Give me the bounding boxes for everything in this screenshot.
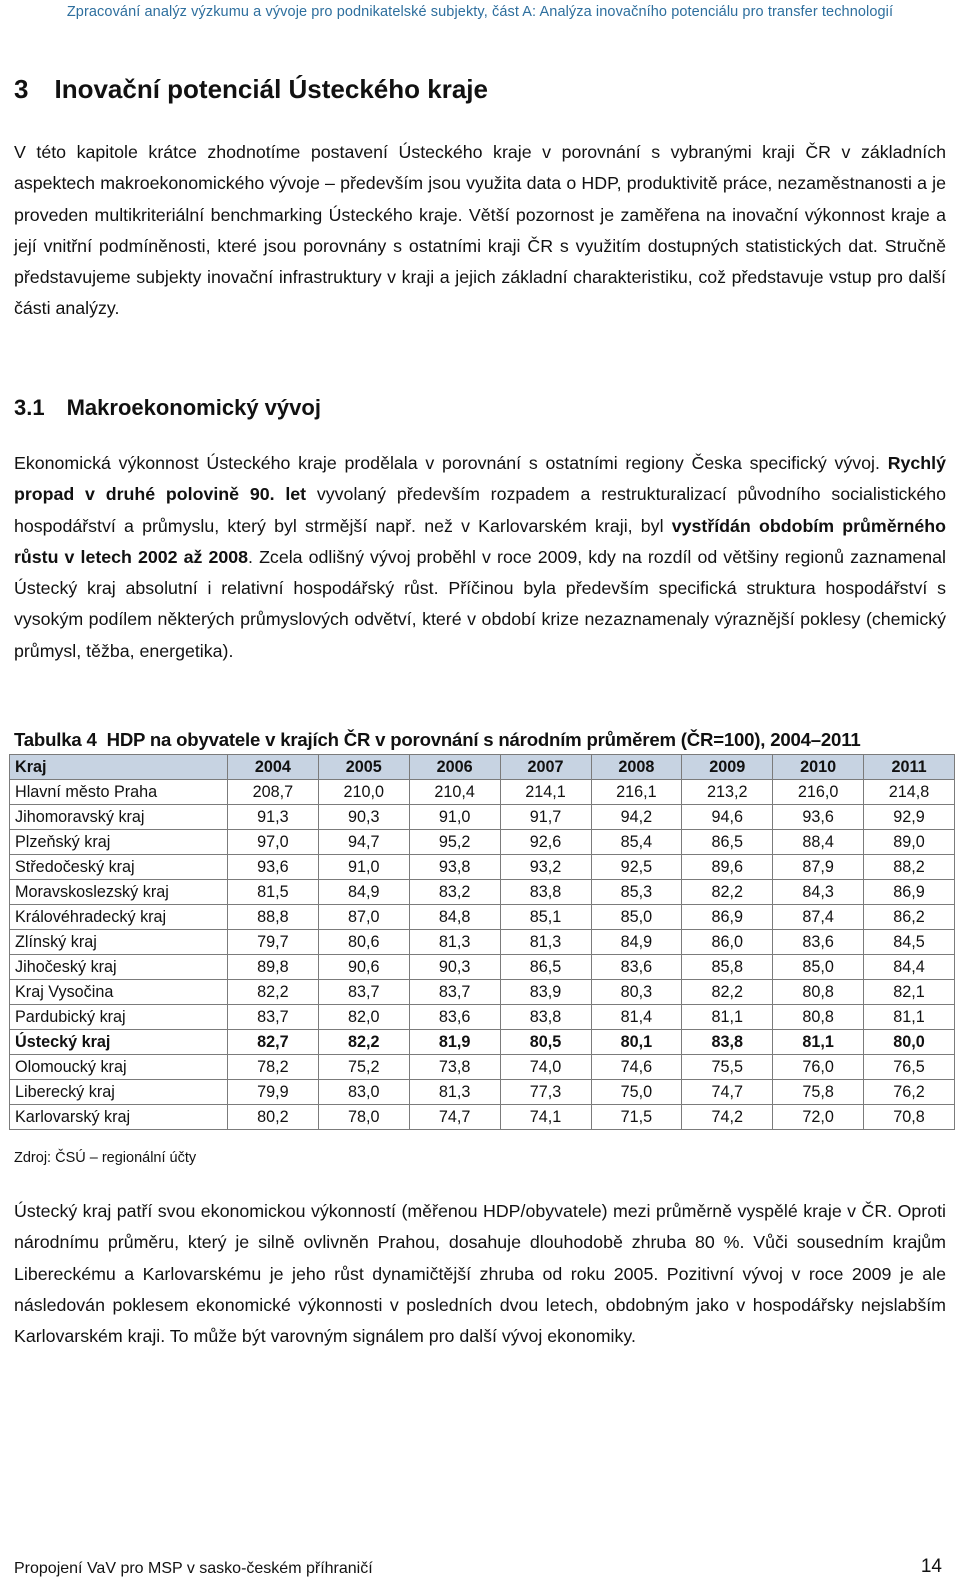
table-row: [10, 1005, 955, 1030]
value-cell: 86,5: [500, 955, 591, 980]
value-cell: 93,6: [773, 805, 864, 830]
value-cell: 74,7: [682, 1080, 773, 1105]
section-number: 3.1: [14, 395, 45, 420]
value-cell: 75,0: [591, 1080, 682, 1105]
table-header-row: [10, 755, 955, 780]
value-cell: 84,3: [773, 880, 864, 905]
value-cell: 85,4: [591, 830, 682, 855]
macro-paragraph: [14, 448, 946, 667]
value-cell: 71,5: [591, 1105, 682, 1130]
value-cell: 75,2: [318, 1055, 409, 1080]
macro-text-1: Ekonomická výkonnost Ústeckého kraje prodělala v porovnání s ostatními regiony Česka specifický vývoj.: [14, 453, 888, 473]
value-cell: 83,6: [591, 955, 682, 980]
value-cell: 91,7: [500, 805, 591, 830]
value-cell: 82,2: [228, 980, 319, 1005]
table-row: [10, 1030, 955, 1055]
table-row: [10, 780, 955, 805]
region-name-cell: Středočeský kraj: [10, 855, 228, 880]
macro-text-2: vyvolaný především rozpadem a restrukturalizací původního socialistického hospodářství a průmyslu, který byl strmější např. než v Karlovarském kraji, byl: [14, 484, 947, 536]
header-year: 2005: [318, 755, 409, 780]
value-cell: 80,6: [318, 930, 409, 955]
value-cell: 88,4: [773, 830, 864, 855]
table-row: [10, 905, 955, 930]
value-cell: 97,0: [228, 830, 319, 855]
value-cell: 80,3: [591, 980, 682, 1005]
section-title: Makroekonomický vývoj: [66, 395, 321, 420]
table-caption-label: Tabulka 4: [14, 729, 97, 750]
value-cell: 74,2: [682, 1105, 773, 1130]
value-cell: 89,8: [228, 955, 319, 980]
value-cell: 93,8: [409, 855, 500, 880]
header-year: 2008: [591, 755, 682, 780]
value-cell: 95,2: [409, 830, 500, 855]
header-year: 2011: [864, 755, 955, 780]
chapter-title: Inovační potenciál Ústeckého kraje: [54, 74, 488, 104]
value-cell: 74,6: [591, 1055, 682, 1080]
value-cell: 83,9: [500, 980, 591, 1005]
value-cell: 75,8: [773, 1080, 864, 1105]
value-cell: 91,0: [318, 855, 409, 880]
value-cell: 81,1: [864, 1005, 955, 1030]
value-cell: 80,2: [228, 1105, 319, 1130]
value-cell: 88,8: [228, 905, 319, 930]
region-name-cell: Kraj Vysočina: [10, 980, 228, 1005]
value-cell: 85,0: [591, 905, 682, 930]
value-cell: 83,6: [409, 1005, 500, 1030]
header-year: 2006: [409, 755, 500, 780]
value-cell: 72,0: [773, 1105, 864, 1130]
value-cell: 85,0: [773, 955, 864, 980]
value-cell: 81,3: [500, 930, 591, 955]
value-cell: 86,9: [682, 905, 773, 930]
value-cell: 77,3: [500, 1080, 591, 1105]
table-row: [10, 1105, 955, 1130]
value-cell: 81,3: [409, 1080, 500, 1105]
value-cell: 80,8: [773, 980, 864, 1005]
value-cell: 216,0: [773, 780, 864, 805]
value-cell: 82,7: [228, 1030, 319, 1055]
value-cell: 84,9: [591, 930, 682, 955]
value-cell: 82,0: [318, 1005, 409, 1030]
section-heading: [14, 395, 321, 421]
region-name-cell: Karlovarský kraj: [10, 1105, 228, 1130]
value-cell: 74,7: [409, 1105, 500, 1130]
value-cell: 83,6: [773, 930, 864, 955]
value-cell: 79,7: [228, 930, 319, 955]
region-name-cell: Královéhradecký kraj: [10, 905, 228, 930]
value-cell: 94,6: [682, 805, 773, 830]
value-cell: 92,5: [591, 855, 682, 880]
value-cell: 89,0: [864, 830, 955, 855]
region-name-cell: Jihočeský kraj: [10, 955, 228, 980]
value-cell: 86,0: [682, 930, 773, 955]
value-cell: 86,5: [682, 830, 773, 855]
value-cell: 94,2: [591, 805, 682, 830]
value-cell: 82,1: [864, 980, 955, 1005]
value-cell: 87,0: [318, 905, 409, 930]
value-cell: 85,8: [682, 955, 773, 980]
value-cell: 86,9: [864, 880, 955, 905]
macro-bold-1: Rychlý propad v druhé polovině 90. let: [14, 453, 946, 505]
value-cell: 82,2: [318, 1030, 409, 1055]
value-cell: 80,1: [591, 1030, 682, 1055]
value-cell: 208,7: [228, 780, 319, 805]
value-cell: 89,6: [682, 855, 773, 880]
value-cell: 81,5: [228, 880, 319, 905]
value-cell: 76,0: [773, 1055, 864, 1080]
value-cell: 74,0: [500, 1055, 591, 1080]
value-cell: 92,6: [500, 830, 591, 855]
value-cell: 210,0: [318, 780, 409, 805]
value-cell: 76,5: [864, 1055, 955, 1080]
value-cell: 83,7: [409, 980, 500, 1005]
value-cell: 76,2: [864, 1080, 955, 1105]
header-region: Kraj: [10, 755, 228, 780]
value-cell: 210,4: [409, 780, 500, 805]
macro-text-3: . Zcela odlišný vývoj proběhl v roce 2009, kdy na rozdíl od většiny regionů zaznamenal Ústecký kraj absolutní i relativní hospodářský růst. Příčinou byla především specifická struktura hospodářství s vysokým podílem některých průmyslových odvětví, které v období krize nezaznamenaly výraznější poklesy (chemický průmysl, těžba, energetika).: [14, 546, 947, 661]
region-name-cell: Pardubický kraj: [10, 1005, 228, 1030]
value-cell: 92,9: [864, 805, 955, 830]
value-cell: 216,1: [591, 780, 682, 805]
value-cell: 88,2: [864, 855, 955, 880]
region-name-cell: Olomoucký kraj: [10, 1055, 228, 1080]
region-name-cell: Liberecký kraj: [10, 1080, 228, 1105]
value-cell: 81,3: [409, 930, 500, 955]
table-row: [10, 1080, 955, 1105]
table-row: [10, 930, 955, 955]
value-cell: 91,0: [409, 805, 500, 830]
chapter-number: 3: [14, 74, 29, 104]
table-row: [10, 855, 955, 880]
value-cell: 81,1: [682, 1005, 773, 1030]
region-name-cell: Plzeňský kraj: [10, 830, 228, 855]
value-cell: 82,2: [682, 880, 773, 905]
value-cell: 83,2: [409, 880, 500, 905]
value-cell: 93,6: [228, 855, 319, 880]
value-cell: 214,1: [500, 780, 591, 805]
value-cell: 75,5: [682, 1055, 773, 1080]
value-cell: 84,9: [318, 880, 409, 905]
value-cell: 70,8: [864, 1105, 955, 1130]
region-name-cell: Moravskoslezský kraj: [10, 880, 228, 905]
value-cell: 74,1: [500, 1105, 591, 1130]
value-cell: 90,6: [318, 955, 409, 980]
value-cell: 84,4: [864, 955, 955, 980]
value-cell: 83,7: [318, 980, 409, 1005]
region-name-cell: Hlavní město Praha: [10, 780, 228, 805]
header-year: 2010: [773, 755, 864, 780]
value-cell: 94,7: [318, 830, 409, 855]
value-cell: 84,8: [409, 905, 500, 930]
macro-bold-2: vystřídán obdobím průměrného růstu v letech 2002 až 2008: [14, 515, 946, 567]
region-name-cell: Ústecký kraj: [10, 1030, 228, 1055]
table-source: Zdroj: ČSÚ – regionální účty: [14, 1150, 197, 1166]
value-cell: 79,9: [228, 1080, 319, 1105]
value-cell: 81,1: [773, 1030, 864, 1055]
table-row: [10, 805, 955, 830]
value-cell: 83,8: [500, 1005, 591, 1030]
table-row: [10, 955, 955, 980]
value-cell: 80,0: [864, 1030, 955, 1055]
page-number: 14: [920, 1556, 942, 1577]
value-cell: 83,7: [228, 1005, 319, 1030]
table-row: [10, 830, 955, 855]
chapter-heading: [14, 74, 488, 105]
value-cell: 81,9: [409, 1030, 500, 1055]
table-caption-text: HDP na obyvatele v krajích ČR v porovnání s národním průměrem (ČR=100), 2004–2011: [106, 729, 861, 750]
value-cell: 81,4: [591, 1005, 682, 1030]
header-year: 2009: [682, 755, 773, 780]
value-cell: 80,5: [500, 1030, 591, 1055]
value-cell: 87,9: [773, 855, 864, 880]
value-cell: 80,8: [773, 1005, 864, 1030]
table-row: [10, 880, 955, 905]
value-cell: 84,5: [864, 930, 955, 955]
intro-paragraph: V této kapitole krátce zhodnotíme postavení Ústeckého kraje v porovnání s vybranými kraji ČR v základních aspektech makroekonomického vývoje – především jsou využita data o HDP, produktivitě práce, nezaměstnanosti a je proveden multikriteriální benchmarking Ústeckého kraje. Větší pozornost je zaměřena na inovační výkonnost kraje a její vnitřní podmíněnosti, které jsou porovnány s ostatními kraji ČR s využitím dostupných statistických dat. Stručně představujeme subjekty inovační infrastruktury v kraji a jejich základní charakteristiku, což představuje vstup pro další části analýzy.: [14, 142, 946, 319]
value-cell: 86,2: [864, 905, 955, 930]
region-name-cell: Jihomoravský kraj: [10, 805, 228, 830]
value-cell: 87,4: [773, 905, 864, 930]
region-name-cell: Zlínský kraj: [10, 930, 228, 955]
value-cell: 90,3: [318, 805, 409, 830]
value-cell: 83,8: [682, 1030, 773, 1055]
header-year: 2004: [228, 755, 319, 780]
value-cell: 78,2: [228, 1055, 319, 1080]
table-body: [10, 780, 955, 1130]
value-cell: 213,2: [682, 780, 773, 805]
value-cell: 83,0: [318, 1080, 409, 1105]
value-cell: 214,8: [864, 780, 955, 805]
value-cell: 83,8: [500, 880, 591, 905]
value-cell: 93,2: [500, 855, 591, 880]
gdp-table: [9, 754, 955, 1130]
table-caption: [14, 729, 860, 751]
value-cell: 91,3: [228, 805, 319, 830]
value-cell: 78,0: [318, 1105, 409, 1130]
value-cell: 85,1: [500, 905, 591, 930]
value-cell: 73,8: [409, 1055, 500, 1080]
table-row: [10, 980, 955, 1005]
table-row: [10, 1055, 955, 1080]
closing-paragraph: Ústecký kraj patří svou ekonomickou výkonností (měřenou HDP/obyvatele) mezi průměrně vyspělé kraje v ČR. Oproti národnímu průměru, který je silně ovlivněn Prahou, dosahuje dlouhodobě zhruba 80 %. Vůči sousedním krajům Libereckému a Karlovarskému je jeho růst dynamičtější zhruba od roku 2005. Pozitivní vývoj v roce 2009 je ale následován poklesem ekonomické výkonnosti v posledních dvou letech, obdobným jako v hospodářsky nejslabším Karlovarském kraji. To může být varovným signálem pro další vývoj ekonomiky.: [14, 1201, 946, 1347]
value-cell: 90,3: [409, 955, 500, 980]
value-cell: 82,2: [682, 980, 773, 1005]
running-header: Zpracování analýz výzkumu a vývoje pro podnikatelské subjekty, část A: Analýza inovačního potenciálu pro transfer technologií: [66, 4, 894, 20]
footer-project: Propojení VaV pro MSP v sasko-českém příhraničí: [14, 1560, 373, 1577]
value-cell: 85,3: [591, 880, 682, 905]
header-year: 2007: [500, 755, 591, 780]
